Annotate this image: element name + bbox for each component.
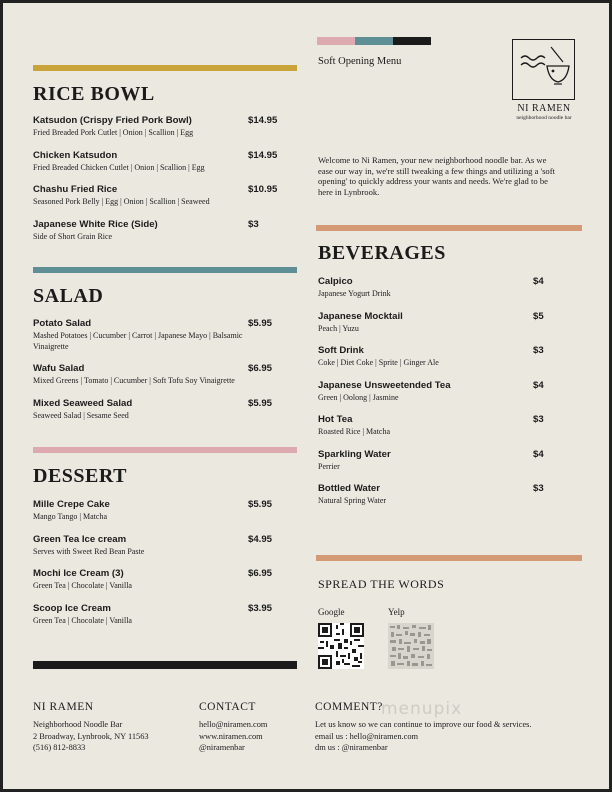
- menu-item-description: Green Tea | Chocolate | Vanilla: [33, 581, 132, 590]
- menu-item-description: Japanese Yogurt Drink: [318, 289, 391, 298]
- beverages-divider: [316, 225, 582, 231]
- menu-item: [33, 219, 297, 243]
- menu-item: [318, 414, 582, 438]
- footer-comment-email[interactable]: email us : hello@niramen.com: [315, 731, 419, 741]
- menu-item-description: Fried Breaded Pork Cutlet | Onion | Scallion | Egg: [33, 128, 194, 137]
- footer-email-link[interactable]: hello@niramen.com: [199, 720, 268, 729]
- footer-social-handle[interactable]: @niramenbar: [199, 743, 245, 752]
- menu-item: [33, 184, 297, 208]
- menu-subtitle: Soft Opening Menu: [318, 56, 402, 67]
- footer-contact-info: [199, 719, 267, 754]
- menu-item-name: Mochi Ice Cream (3): [33, 568, 124, 579]
- menu-item: [318, 345, 582, 369]
- menu-item-description: Roasted Rice | Matcha: [318, 427, 391, 436]
- dessert-list: [33, 499, 297, 637]
- menu-item-description: Serves with Sweet Red Bean Paste: [33, 546, 145, 556]
- rice-bowl-list: [33, 115, 297, 253]
- menu-item: [33, 150, 297, 174]
- spread-divider: [316, 555, 582, 561]
- menu-item-price: $4.95: [248, 533, 273, 545]
- footer-restaurant-title: NI RAMEN: [33, 701, 94, 713]
- menu-item-price: $6.95: [248, 568, 273, 579]
- menu-item-name: Mille Crepe Cake: [33, 499, 110, 510]
- menu-item-name: Chicken Katsudon: [33, 149, 118, 161]
- menu-item-description: Fried Breaded Chicken Cutlet | Onion | Scallion | Egg: [33, 162, 205, 172]
- intro-text: Welcome to Ni Ramen, your new neighborhood noodle bar. As we ease our way in, we're still tweaking a few things and utilizing a 'soft opening' to quickly address your wants and needs. We're glad to be here in Lynbrook.: [318, 155, 555, 197]
- menu-item-price: $10.95: [248, 184, 278, 195]
- yelp-label: Yelp: [388, 607, 405, 617]
- menu-item: [33, 363, 297, 387]
- google-label: Google: [318, 607, 345, 617]
- footer-phone[interactable]: (516) 812-8833: [33, 743, 86, 752]
- ramen-bowl-icon: [513, 40, 574, 99]
- menu-item-name: Bottled Water: [318, 483, 381, 494]
- menu-page: [3, 3, 609, 789]
- menu-item-price: $3: [533, 414, 544, 425]
- salad-list: [33, 318, 297, 432]
- menu-item-name: Potato Salad: [33, 318, 92, 329]
- color-strip: [317, 37, 431, 45]
- menu-item-description: Mixed Greens | Tomato | Cucumber | Soft Tofu Soy Vinaigrette: [33, 376, 235, 385]
- menu-item: [33, 318, 297, 352]
- menu-item-price: $5: [533, 310, 544, 322]
- menu-item: [33, 534, 297, 558]
- menu-item-description: Mango Tango | Matcha: [33, 512, 107, 521]
- menu-item-description: Green | Oolong | Jasmine: [318, 392, 399, 402]
- footer-address: 2 Broadway, Lynbrook, NY 11563: [33, 731, 149, 741]
- menu-item: [318, 276, 582, 300]
- menu-item-name: Scoop Ice Cream: [33, 602, 111, 614]
- menu-item: [318, 311, 582, 335]
- menu-item-price: $3: [248, 218, 259, 230]
- dessert-divider: [33, 447, 297, 453]
- rice-bowl-title: RICE BOWL: [33, 83, 155, 105]
- footer-divider: [33, 661, 297, 669]
- color-strip-pink: [317, 37, 355, 45]
- logo-tagline: neighborhood noodle bar: [516, 115, 572, 121]
- menu-item-price: $5.95: [248, 318, 273, 329]
- menu-item-price: $4: [533, 276, 544, 287]
- menu-item: [33, 499, 297, 523]
- menu-item-description: Side of Short Grain Rice: [33, 231, 113, 241]
- menu-item-price: $3: [533, 345, 544, 356]
- menu-item-description: Seasoned Pork Belly | Egg | Onion | Scallion | Seaweed: [33, 197, 210, 206]
- menu-item-name: Green Tea Ice cream: [33, 533, 127, 545]
- footer-tagline: Neighborhood Noodle Bar: [33, 720, 123, 729]
- yelp-qr-code[interactable]: [388, 623, 434, 669]
- salad-divider: [33, 267, 297, 273]
- logo-name: NI RAMEN: [517, 103, 571, 114]
- menu-item-name: Japanese White Rice (Side): [33, 218, 158, 230]
- menu-item-name: Chashu Fried Rice: [33, 184, 118, 195]
- menu-item-name: Mixed Seaweed Salad: [33, 397, 133, 409]
- menu-item-name: Sparkling Water: [318, 448, 391, 460]
- menu-item: [318, 380, 582, 404]
- menu-item-description: Green Tea | Chocolate | Vanilla: [33, 615, 132, 625]
- menu-item: [318, 483, 582, 507]
- menu-item-name: Hot Tea: [318, 414, 353, 425]
- menu-item-description: Perrier: [318, 461, 340, 471]
- footer-comment-text: Let us know so we can continue to improve our food & services.: [315, 720, 532, 729]
- menu-item-name: Soft Drink: [318, 345, 364, 356]
- menu-item-name: Japanese Mocktail: [318, 310, 403, 322]
- menu-item-price: $14.95: [248, 115, 278, 126]
- menu-item-price: $6.95: [248, 363, 273, 374]
- menu-item-price: $14.95: [248, 149, 278, 161]
- menu-item-price: $3: [533, 483, 544, 494]
- menu-item: [33, 568, 297, 592]
- menu-item-name: Japanese Unsweetended Tea: [318, 379, 451, 391]
- dessert-title: DESSERT: [33, 465, 127, 487]
- menu-item: [33, 603, 297, 627]
- logo: [512, 39, 575, 100]
- menu-item-price: $4: [533, 448, 544, 460]
- color-strip-black: [393, 37, 431, 45]
- menu-item-price: $4: [533, 379, 544, 391]
- menu-item-name: Calpico: [318, 276, 353, 287]
- rice-bowl-divider: [33, 65, 297, 71]
- footer-comment-info: [315, 719, 532, 754]
- menu-item-description: Mashed Potatoes | Cucumber | Carrot | Japanese Mayo | Balsamic Vinaigrette: [33, 331, 243, 351]
- menu-item-description: Seaweed Salad | Sesame Seed: [33, 410, 129, 420]
- footer-website-link[interactable]: www.niramen.com: [199, 731, 263, 741]
- beverages-title: BEVERAGES: [318, 242, 446, 264]
- spread-title: SPREAD THE WORDS: [318, 577, 445, 591]
- footer-restaurant-info: [33, 719, 149, 754]
- menu-item-price: $5.95: [248, 499, 273, 510]
- footer-contact-title: CONTACT: [199, 701, 256, 713]
- watermark: menupix: [381, 699, 463, 719]
- menu-item: [318, 449, 582, 473]
- footer-comment-title: COMMENT?: [315, 701, 383, 713]
- menu-item-name: Katsudon (Crispy Fried Pork Bowl): [33, 115, 192, 126]
- salad-title: SALAD: [33, 285, 104, 307]
- google-qr-code[interactable]: [318, 623, 364, 669]
- menu-item-price: $3.95: [248, 602, 273, 614]
- menu-item: [33, 115, 297, 139]
- menu-item-price: $5.95: [248, 397, 273, 409]
- menu-item-description: Coke | Diet Coke | Sprite | Ginger Ale: [318, 358, 439, 367]
- menu-item: [33, 398, 297, 422]
- menu-item-description: Natural Spring Water: [318, 496, 387, 505]
- beverages-list: [318, 276, 582, 518]
- footer-comment-dm[interactable]: dm us : @niramenbar: [315, 743, 388, 752]
- color-strip-teal: [355, 37, 393, 45]
- menu-item-name: Wafu Salad: [33, 363, 85, 374]
- menu-item-description: Peach | Yuzu: [318, 323, 359, 333]
